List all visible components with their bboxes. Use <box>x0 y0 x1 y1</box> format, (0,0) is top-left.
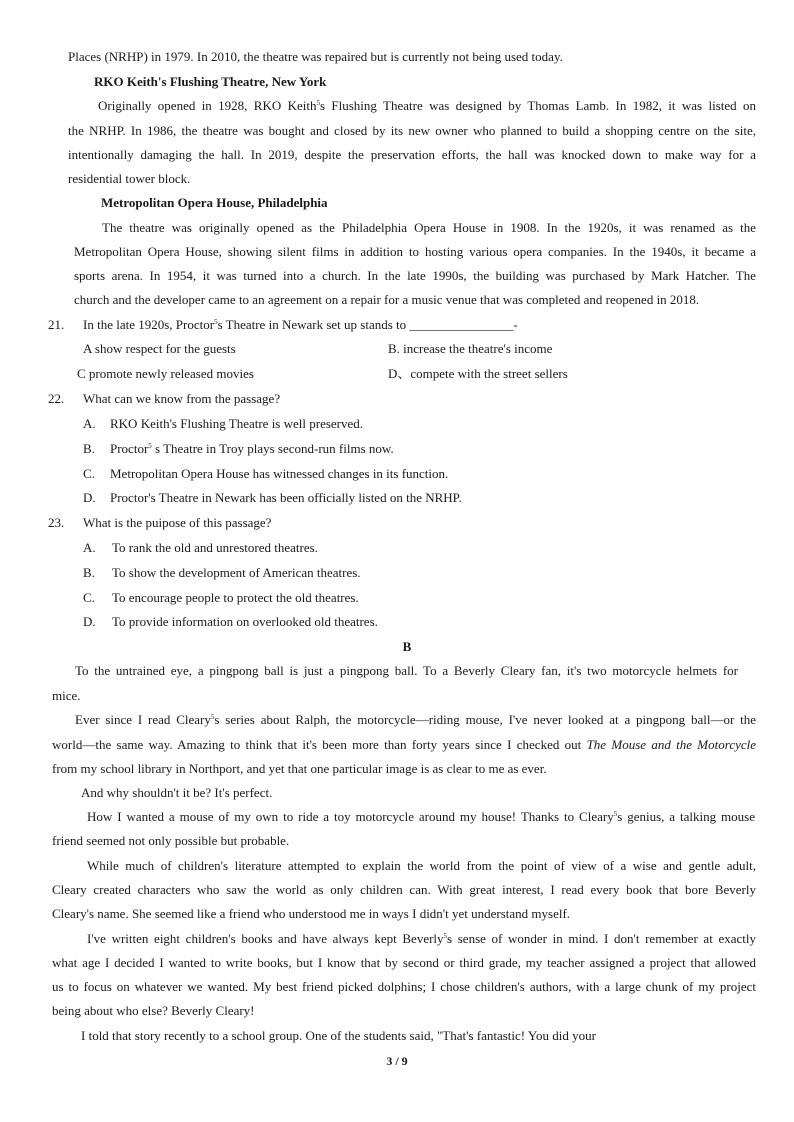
paragraph-line: us to focus on whatever we wanted. My best friend picked dolphins; I chose children's authors, with a large chunk of my project <box>52 979 756 994</box>
question-stem: What can we know from the passage? <box>83 391 281 406</box>
option-b[interactable]: To show the development of American theatres. <box>112 565 361 580</box>
option-d[interactable]: Proctor's Theatre in Newark has been officially listed on the NRHP. <box>110 490 462 505</box>
option-b[interactable]: B. increase the theatre's income <box>388 341 553 356</box>
paragraph-line: sports arena. In 1954, it was turned into a church. In the late 1990s, the building was purchased by Mark Hatcher. The <box>74 268 756 283</box>
option-c[interactable]: C promote newly released movies <box>77 366 254 381</box>
question-number: 22. <box>48 391 65 406</box>
option-label: B. <box>83 441 95 456</box>
option-b[interactable]: Proctor$^5$ s Theatre in Troy plays second-run films now. <box>110 441 394 456</box>
option-label: C. <box>83 466 95 481</box>
paragraph-line: Originally opened in 1928, RKO Keith$^5$s Flushing Theatre was designed by Thomas Lamb. In 1982, it was listed on <box>98 98 756 113</box>
option-label: D. <box>83 490 96 505</box>
answer-blank[interactable]: ________________- <box>409 317 518 332</box>
option-a[interactable]: To rank the old and unrestored theatres. <box>112 540 318 555</box>
section-heading-met: Metropolitan Opera House, Philadelphia <box>101 195 328 210</box>
paragraph-line: Cleary created characters who saw the world as only children can. With great interest, I read every book that bore Beverly <box>52 882 756 897</box>
section-heading-b: B <box>402 639 412 654</box>
option-label: B. <box>83 565 95 580</box>
paragraph-line: residential tower block. <box>68 171 191 186</box>
paragraph-line: Ever since I read Cleary$^5$s series about Ralph, the motorcycle—riding mouse, I've never looked at a pingpong ball—or the <box>75 712 756 727</box>
option-c[interactable]: To encourage people to protect the old theatres. <box>112 590 359 605</box>
paragraph-line: And why shouldn't it be? It's perfect. <box>81 785 273 800</box>
page-number: 3 / 9 <box>386 1054 408 1068</box>
paragraph-line: the NRHP. In 1986, the theatre was bought and closed by its new owner who planned to build a shopping centre on the site, <box>68 123 756 138</box>
option-c[interactable]: Metropolitan Opera House has witnessed changes in its function. <box>110 466 449 481</box>
paragraph-line: being about who else? Beverly Cleary! <box>52 1003 255 1018</box>
paragraph-line: mice. <box>52 688 81 703</box>
paragraph-line: Metropolitan Opera House, showing silent films in addition to hosting various opera companies. In the 1940s, it became a <box>74 244 756 259</box>
option-a[interactable]: RKO Keith's Flushing Theatre is well preserved. <box>110 416 364 431</box>
question-number: 23. <box>48 515 65 530</box>
question-number: 21. <box>48 317 65 332</box>
paragraph-line: world—the same way. Amazing to think that it's been more than forty years since I checked out The Mouse and the Motorcycle <box>52 737 757 752</box>
paragraph-line: church and the developer came to an agreement on a repair for a music venue that was completed and reopened in 2018. <box>74 292 700 307</box>
option-d[interactable]: To provide information on overlooked old theatres. <box>112 614 378 629</box>
section-heading-rko: RKO Keith's Flushing Theatre, New York <box>94 74 327 89</box>
paragraph-line: While much of children's literature attempted to explain the world from the point of view of a wise and gentle adult, <box>87 858 756 873</box>
question-stem: In the late 1920s, Proctor$^5$s Theatre in Newark set up stands to ________________- <box>83 317 518 332</box>
option-a[interactable]: A show respect for the guests <box>83 341 236 356</box>
paragraph-line: Cleary's name. She seemed like a friend who understood me in ways I didn't yet understand myself. <box>52 906 571 921</box>
paragraph-line: I've written eight children's books and have always kept Beverly$^5$s sense of wonder in mind. I don't remember at exactly <box>87 931 756 946</box>
option-label: A. <box>83 416 96 431</box>
paragraph-line: from my school library in Northport, and yet that one particular image is as clear to me as ever. <box>52 761 547 776</box>
book-title: The Mouse and the Motorcycle <box>586 737 757 752</box>
paragraph-line: I told that story recently to a school group. One of the students said, "That's fantastic! You did your <box>81 1028 596 1043</box>
paragraph-line: The theatre was originally opened as the Philadelphia Opera House in 1908. In the 1920s, it was renamed as the <box>102 220 756 235</box>
paragraph-line: friend seemed not only possible but probable. <box>52 833 290 848</box>
option-label: C. <box>83 590 95 605</box>
option-label: D. <box>83 614 96 629</box>
option-d[interactable]: D、compete with the street sellers <box>388 366 568 381</box>
paragraph-line: intentionally damaging the hall. In 2019, despite the preservation efforts, the hall was knocked down to make way for a <box>68 147 756 162</box>
paragraph-line: How I wanted a mouse of my own to ride a toy motorcycle around my house! Thanks to Cleary$^5$s genius, a talking mouse <box>87 809 755 824</box>
question-stem: What is the puipose of this passage? <box>83 515 272 530</box>
intro-line: Places (NRHP) in 1979. In 2010, the theatre was repaired but is currently not being used today. <box>68 49 563 64</box>
paragraph-line: To the untrained eye, a pingpong ball is just a pingpong ball. To a Beverly Cleary fan, it's two motorcycle helmets for <box>75 663 738 678</box>
option-label: A. <box>83 540 96 555</box>
paragraph-line: what age I decided I wanted to write books, but I know that by second or third grade, my teacher assigned a project that allowed <box>52 955 756 970</box>
